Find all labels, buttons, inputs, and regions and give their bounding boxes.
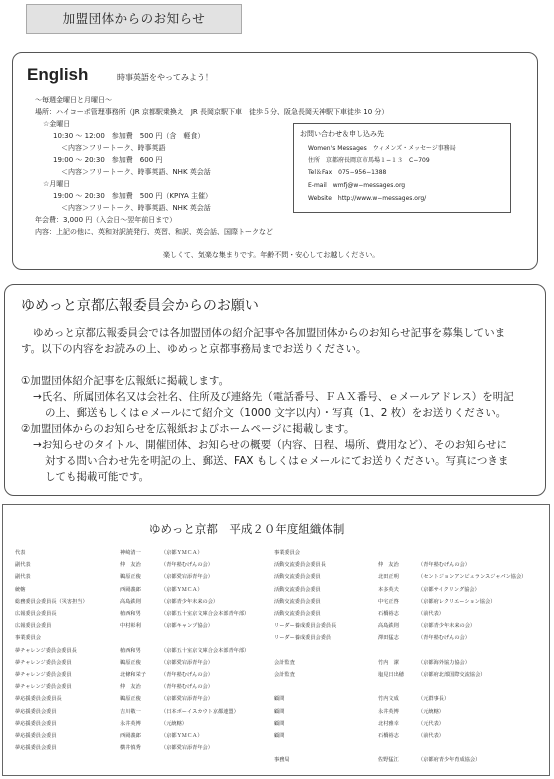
org-affiliation: （京都愛宕添青年会） (161, 745, 213, 752)
org-role: リーダー養成委員会委員長 (274, 623, 337, 630)
notices-header (26, 4, 242, 34)
request-line: ②加盟団体からのお知らせを広報紙およびホームページに掲載します。 (21, 423, 355, 435)
org-role: 顧問 (274, 708, 285, 715)
request-line: →氏名、所属団体名又は会社名、住所及び連絡先（電話番号、ＦＡＸ番号、ｅメールアドレス）を明記 (33, 391, 514, 403)
english-footer: 楽しくて、気楽な集まりです。年齢不問・安心してお越しください。 (163, 251, 380, 259)
org-affiliation: （京都海外協力協会） (418, 659, 470, 666)
org-person: 北村雅幸 (378, 720, 399, 727)
org-person: 中村彰利 (120, 623, 141, 630)
org-role: 会計監査 (274, 659, 295, 666)
org-role: 副代表 (15, 562, 31, 569)
english-line: ～毎週金曜日と月曜日～ (35, 96, 112, 104)
org-person: 竹内 潔 (378, 659, 399, 666)
contact-email[interactable]: E-mail wmfj@w−messages.org (308, 182, 406, 189)
org-role: 代表 (15, 550, 26, 556)
org-affiliation: （京都青少年未来の会） (418, 623, 476, 630)
org-affiliation: （元統轄） (418, 708, 444, 715)
org-person: 塩見日出穂 (378, 672, 404, 678)
request-line: →お知らせのタイトル、開催団体、お知らせの概要（内容、日程、場所、費用など）、そのお知らせに (33, 439, 508, 451)
request-line: ①加盟団体紹介記事を広報紙に掲載します。 (21, 375, 230, 387)
english-line: ☆金曜日 (43, 120, 71, 128)
org-person: 仲 友治 (120, 562, 141, 569)
org-affiliation: （京都青少年未来の会） (161, 598, 219, 605)
org-person: 澤田猛志 (378, 635, 399, 642)
english-line: ＜内容＞フリートーク、時事英語 (61, 144, 166, 152)
org-person: 仲 友治 (378, 562, 399, 569)
org-person: 仲 友治 (120, 684, 141, 691)
org-role: 夢応援委員会委員 (15, 720, 57, 727)
org-affiliation: （京都五十室京文庫合会本部青年部） (161, 647, 250, 654)
org-affiliation: （セントジョンアンビュランスジャパン協会） (418, 574, 527, 581)
org-role: 広報委員会委員長 (15, 611, 57, 617)
org-affiliation: （京都ＹＭＣＡ） (161, 586, 203, 593)
org-affiliation: （京都府北部国際交流協会） (418, 672, 486, 678)
org-person: 本多英夫 (378, 586, 399, 593)
org-affiliation: （京都府レクリエーション協会） (418, 598, 496, 605)
org-title: ゆめっと京都 平成２０年度組織体制 (149, 522, 345, 536)
request-box (4, 284, 546, 496)
org-person: 植西和男 (120, 647, 141, 654)
org-person: 佐野猛江 (378, 757, 399, 764)
contact-line: Women's Messages ウィメンズ・メッセージ事務局 (308, 145, 456, 152)
org-person: 鵜原正俊 (120, 696, 141, 703)
org-affiliation: （元代表） (418, 720, 444, 727)
org-person: 植西和男 (120, 611, 141, 617)
org-person: 鵜原正俊 (120, 574, 141, 581)
english-line: ＜内容＞フリートーク、時事英語、NHK 英会話 (61, 204, 211, 212)
org-role: 統轄 (15, 586, 26, 593)
org-affiliation: （前代表） (418, 611, 444, 617)
org-role: 事業委員会 (15, 635, 41, 642)
org-role: 夢チャレンジ委員会委員長 (15, 647, 77, 654)
org-person: 北田正明 (378, 574, 399, 581)
english-line: 19:00 ～ 20:30 参加費 500 円（KPIYA 主催） (53, 192, 213, 200)
org-role: 夢応援委員会委員 (15, 733, 57, 739)
org-role: リーダー養成委員会委員 (274, 635, 332, 642)
org-role: 顧問 (274, 733, 285, 739)
org-affiliation: （京都キャンプ協会） (161, 623, 213, 630)
english-notice-box (12, 52, 538, 270)
contact-website[interactable]: Website http://www.w−messages.org/ (308, 195, 427, 202)
org-role: 活動交流委員会委員 (274, 586, 321, 593)
organization-box (2, 504, 550, 776)
english-line: ＜内容＞フリートーク、時事英語、NHK 英会話 (61, 168, 211, 176)
org-role: 顧問 (274, 720, 285, 727)
org-role: 夢応援委員会委員長 (15, 696, 62, 703)
org-person: 永井英博 (378, 708, 399, 715)
org-affiliation: （京都ＹＭＣＡ） (161, 550, 203, 556)
org-role: 顧問 (274, 696, 285, 703)
org-role: 活動交流委員会委員長 (274, 562, 326, 569)
org-affiliation: （京都府青少年育成協会） (418, 757, 481, 764)
request-line: しても掲載可能です。 (45, 471, 150, 483)
org-person: 竹内文成 (378, 696, 399, 703)
org-person: 石橋裕志 (378, 733, 399, 739)
request-line: の上、郵送もしくはｅメールにて紹介文（1000 文字以内）・写真（1、2 枚）をお送りください。 (45, 407, 507, 419)
org-person: 鵜原正俊 (120, 659, 141, 666)
org-person: 神崎清一 (120, 550, 141, 556)
request-line: ゆめっと京都広報委員会では各加盟団体の紹介記事や各加盟団体からのお知らせ記事を募集していま (33, 327, 506, 339)
org-role: 広報委員会委員 (15, 623, 52, 630)
org-person: 吉川敬一 (120, 708, 141, 715)
org-affiliation: （青年塾むげんの会） (418, 635, 470, 642)
org-person: 北條和栄子 (120, 672, 146, 678)
english-line: 内容：上記の他に、英和対訳読発行、英習、和訳、英会話、国際トークなど (35, 228, 273, 236)
org-person: 高島鉄則 (378, 623, 399, 630)
org-person: 永井英博 (120, 720, 141, 727)
english-line: ☆月曜日 (43, 180, 71, 188)
org-person: 中宅正啓 (378, 598, 399, 605)
request-title: ゆめっと京都広報委員会からのお願い (21, 298, 259, 314)
english-line: 年会費：3,000 円（入会日～翌年前日まで） (35, 216, 177, 224)
org-affiliation: （京都ＹＭＣＡ） (161, 733, 203, 739)
english-line: 場所：ハイコーポ管理事務所（JR 京都駅乗換え JR 長岡京駅下車 徒歩５分、阪急長岡天神駅下車徒歩 10 分） (35, 108, 389, 116)
org-role: 夢チャレンジ委員会委員 (15, 672, 72, 678)
contact-line: 住所 京都府長岡京市馬場１−１３ C−709 (308, 157, 430, 164)
org-role: 事業委員会 (274, 550, 300, 556)
org-affiliation: （元統轄） (161, 720, 187, 727)
contact-heading: お問い合わせ＆申し込み先 (300, 130, 384, 138)
request-line: 対する問い合わせ先を明記の上、郵送、FAX もしくはｅメールにてお送りください。写真につきま (45, 455, 509, 467)
org-role: 夢チャレンジ委員会委員 (15, 659, 72, 666)
org-role: 夢応援委員会委員 (15, 708, 57, 715)
org-role: 夢応援委員会委員 (15, 745, 57, 752)
org-affiliation: （京都愛宕添青年会） (161, 659, 213, 666)
english-subtitle: 時事英語をやってみよう！ (117, 73, 213, 82)
org-affiliation: （青年塾むげんの会） (418, 562, 470, 569)
org-person: 横井慎秀 (120, 745, 141, 752)
org-role: 活動交流委員会委員 (274, 611, 321, 617)
org-person: 西岡義郎 (120, 586, 141, 593)
notices-header-label: 加盟団体からのお知らせ (62, 11, 206, 26)
org-role: 事務局 (274, 757, 290, 764)
org-affiliation: （日本ボーイスカウト京都連盟） (161, 708, 239, 715)
org-role: 活動交流委員会委員 (274, 598, 321, 605)
org-person: 高島鉄則 (120, 598, 141, 605)
org-affiliation: （京都サイクリング協会） (418, 586, 480, 593)
org-affiliation: （元群事長） (418, 696, 450, 703)
org-role: 副代表 (15, 574, 31, 581)
english-line: 19:00 ～ 20:30 参加費 600 円 (53, 156, 163, 164)
org-affiliation: （京都愛宕添青年会） (161, 574, 213, 581)
org-role: 会計監査 (274, 672, 295, 678)
org-affiliation: （青年塾むげんの会） (161, 562, 213, 569)
org-role: 活動交流委員会委員 (274, 574, 321, 581)
english-title: English (27, 65, 89, 84)
contact-box (293, 123, 511, 213)
request-line: す。以下の内容をお読みの上、ゆめっと京都事務局までお送りください。 (21, 343, 367, 355)
org-affiliation: （青年塾むげんの会） (161, 684, 213, 691)
org-affiliation: （京都愛宕添青年会） (161, 696, 213, 703)
contact-line: Tel＆Fax 075−956−1388 (308, 169, 387, 176)
org-affiliation: （前代表） (418, 733, 444, 739)
org-role: 夢チャレンジ委員会委員 (15, 684, 72, 691)
org-person: 西岡義郎 (120, 733, 141, 739)
org-affiliation: （京都五十室京文庫合会本部青年部） (161, 611, 250, 617)
org-person: 石橋裕志 (378, 611, 399, 617)
english-line: 10:30 ～ 12:00 参加費 500 円（含 軽食） (53, 132, 205, 140)
org-role: 総務委員会委員長（災害担当） (15, 598, 88, 605)
org-affiliation: （青年塾むげんの会） (161, 672, 213, 678)
